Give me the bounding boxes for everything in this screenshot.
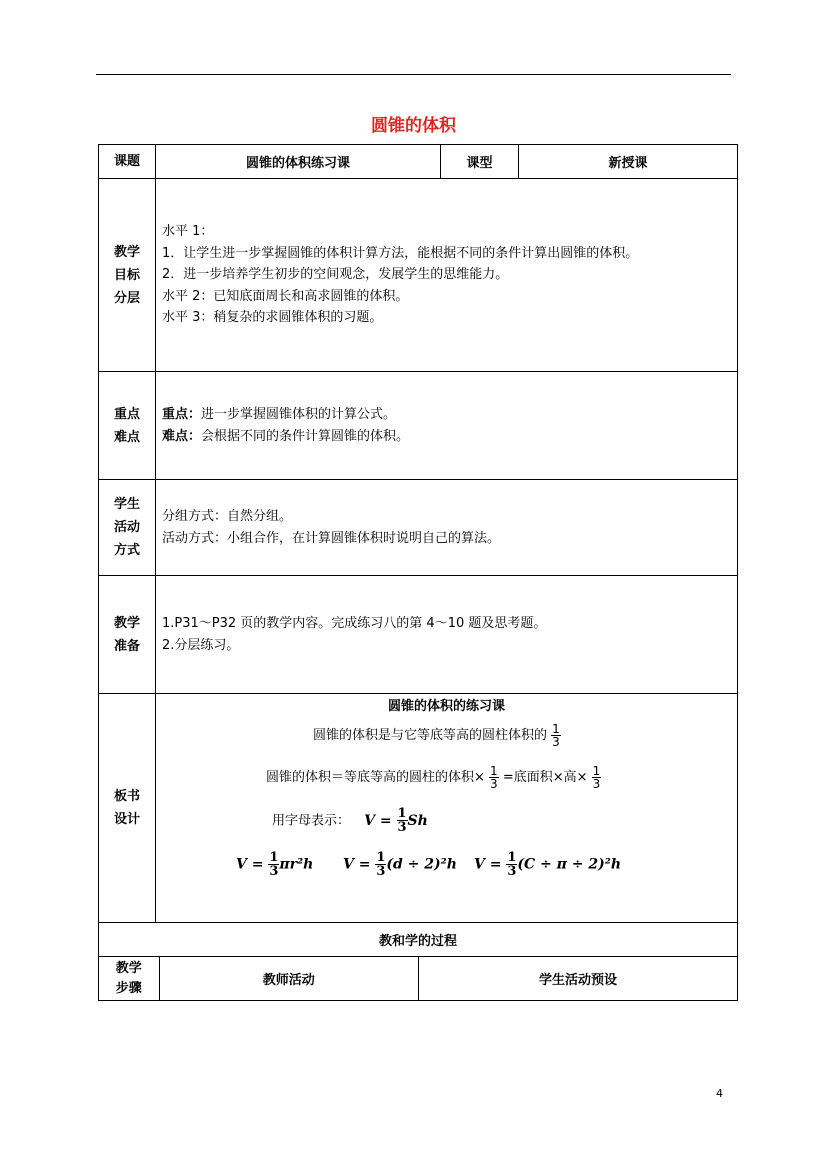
board-row <box>99 694 738 923</box>
difficulty-label: 难点： <box>162 428 202 444</box>
volume-formula-diameter <box>343 851 457 878</box>
activity-label-line: 方式 <box>113 543 140 558</box>
goals-label-line: 教学 <box>113 244 140 260</box>
board-label <box>99 694 156 923</box>
fraction-denominator: 3 <box>592 777 601 791</box>
volume-formula-main <box>364 806 428 835</box>
formula-rhs: (C ÷ π ÷ 2)²h <box>517 856 622 873</box>
formula-lhs: V = <box>343 856 371 873</box>
one-third-fraction <box>268 851 279 878</box>
formula-lhs: V = <box>474 856 502 873</box>
fraction-denominator: 3 <box>507 864 517 879</box>
prep-content <box>156 576 738 694</box>
fraction-numerator: 1 <box>507 850 517 865</box>
key-point-label: 重点： <box>162 407 202 422</box>
lesson-plan-table <box>98 144 738 1001</box>
goal-line: 水平 3：稍复杂的求圆锥体积的习题。 <box>162 310 383 325</box>
key-points-label <box>99 372 156 480</box>
board-area <box>156 695 737 922</box>
fraction-numerator: 1 <box>376 850 386 865</box>
goal-line: 水平 2：已知底面周长和高求圆锥的体积。 <box>162 288 409 304</box>
key-point-text: 进一步掌握圆锥体积的计算公式。 <box>201 407 397 422</box>
difficulty-line <box>162 426 737 448</box>
goals-label-line: 分层 <box>113 290 140 306</box>
steps-label <box>99 957 159 1000</box>
board-line-2-text-b: =底面积×高× <box>502 770 588 785</box>
steps-header <box>99 957 737 1000</box>
board-title: 圆锥的体积的练习课 <box>387 699 505 714</box>
process-title-row <box>99 923 738 957</box>
fraction-denominator: 3 <box>376 864 386 879</box>
topic-label: 课题 <box>99 145 156 179</box>
formula-rhs: Sh <box>407 812 428 829</box>
activity-line: 分组方式：自然分组。 <box>162 509 293 524</box>
header-rule <box>96 74 731 75</box>
key-points-row <box>99 372 738 480</box>
lesson-type-label: 课型 <box>441 145 519 179</box>
board-line-2-text-a: 圆锥的体积＝等底等高的圆柱的体积× <box>266 770 485 785</box>
fraction-numerator: 1 <box>552 722 560 736</box>
document-title: 圆锥的体积 <box>371 116 456 136</box>
letter-notation-label: 用字母表示： <box>272 813 351 829</box>
board-line-1-text: 圆锥的体积是与它等底等高的圆柱体积的 <box>313 728 548 743</box>
one-third-fraction <box>551 723 561 748</box>
one-third-fraction <box>489 765 499 790</box>
key-points-label-line: 重点 <box>113 406 140 422</box>
activity-row <box>99 480 738 576</box>
goals-row <box>99 179 738 372</box>
one-third-fraction <box>397 807 408 834</box>
key-point-line <box>162 404 737 426</box>
prep-row <box>99 576 738 694</box>
fraction-numerator: 1 <box>397 806 407 821</box>
goals-label <box>99 179 156 372</box>
volume-formula-circumference <box>474 851 621 878</box>
difficulty-text: 会根据不同的条件计算圆锥的体积。 <box>201 428 410 444</box>
goal-line: 1．让学生进一步掌握圆锥的体积计算方法，能根据不同的条件计算出圆锥的体积。 <box>162 245 639 261</box>
page-number: 4 <box>716 1087 723 1100</box>
fraction-numerator: 1 <box>490 764 498 778</box>
formula-rhs: πr²h <box>279 856 314 873</box>
board-label-line: 板书 <box>113 789 140 804</box>
fraction-denominator: 3 <box>397 820 407 835</box>
steps-header-cell <box>99 957 738 1001</box>
volume-formula-radius <box>236 851 313 878</box>
steps-label-line: 步骤 <box>115 980 142 996</box>
fraction-denominator: 3 <box>490 777 498 791</box>
one-third-fraction <box>375 851 386 878</box>
steps-label-line: 教学 <box>115 960 142 976</box>
formula-rhs: (d ÷ 2)²h <box>386 856 457 873</box>
activity-label-line: 学生 <box>113 497 140 512</box>
board-line-1 <box>313 723 561 748</box>
one-third-fraction <box>592 765 602 790</box>
fraction-numerator: 1 <box>269 850 279 865</box>
board-label-line: 设计 <box>113 812 140 827</box>
board-line-2 <box>266 765 601 790</box>
topic-value: 圆锥的体积练习课 <box>156 145 441 179</box>
steps-header-row <box>99 957 738 1001</box>
goal-line: 水平 1： <box>162 224 214 239</box>
process-title: 教和学的过程 <box>99 923 738 957</box>
lesson-type-value: 新授课 <box>519 145 738 179</box>
prep-label <box>99 576 156 694</box>
student-activity-header: 学生活动预设 <box>538 973 617 988</box>
goals-content <box>156 179 738 372</box>
prep-label-line: 教学 <box>113 615 140 631</box>
board-line-3 <box>272 807 428 834</box>
prep-line: 1.P31～P32 页的教学内容。完成练习八的第 4～10 题及思考题。 <box>162 616 547 631</box>
key-points-content <box>156 372 738 480</box>
steps-header-table <box>99 957 737 1000</box>
one-third-fraction <box>506 851 517 878</box>
topic-row <box>99 145 738 179</box>
activity-label <box>99 480 156 576</box>
board-content <box>156 694 738 923</box>
activity-line: 活动方式：小组合作，在计算圆锥体积时说明自己的算法。 <box>162 530 501 546</box>
activity-content <box>156 480 738 576</box>
fraction-denominator: 3 <box>552 735 560 749</box>
activity-label-line: 活动 <box>113 520 140 535</box>
fraction-denominator: 3 <box>269 864 279 879</box>
fraction-numerator: 1 <box>592 764 601 778</box>
key-points-label-line: 难点 <box>113 429 140 445</box>
goal-line: 2．进一步培养学生初步的空间观念，发展学生的思维能力。 <box>162 267 509 282</box>
goals-label-line: 目标 <box>113 267 140 283</box>
formula-lhs: V = <box>236 856 264 873</box>
formula-lhs: V = <box>364 812 392 829</box>
prep-label-line: 准备 <box>113 638 140 654</box>
teacher-activity-header: 教师活动 <box>159 957 418 1000</box>
prep-line: 2.分层练习。 <box>162 637 240 653</box>
